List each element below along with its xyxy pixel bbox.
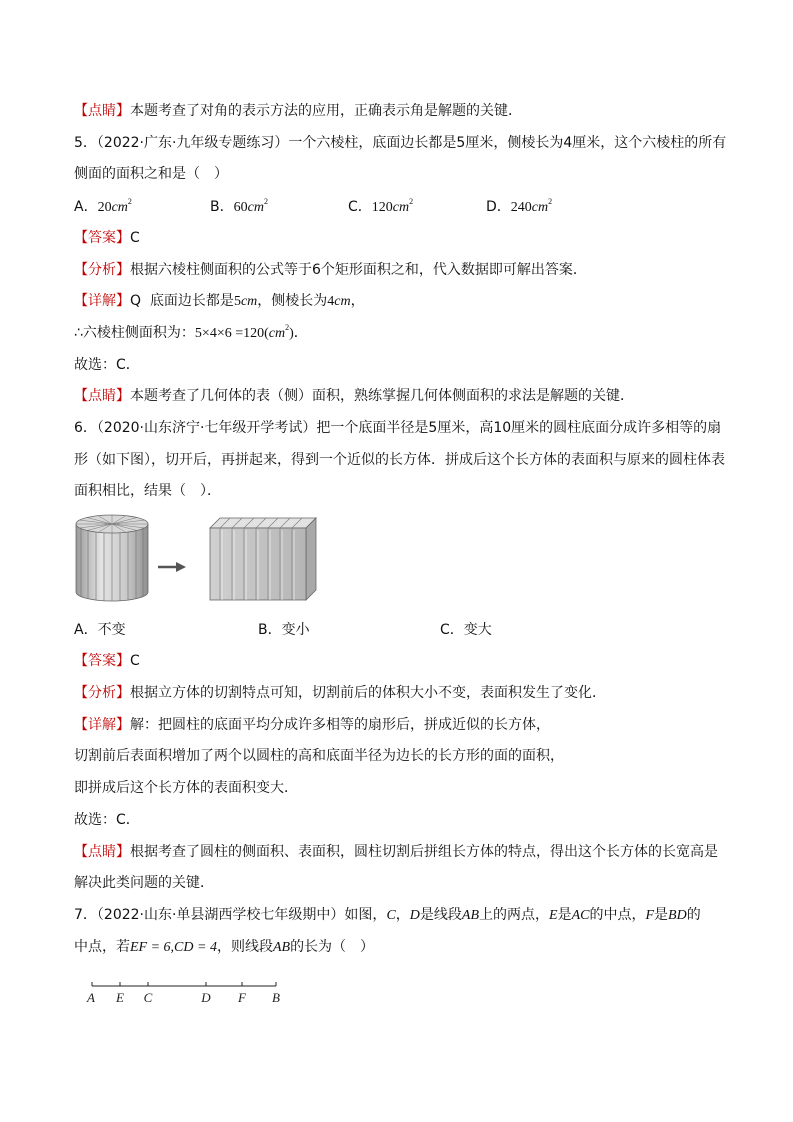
detail-tag: 【详解】 [74, 293, 130, 309]
cylinder-shape [76, 515, 148, 601]
q7-stem-line1: 7．（2022·山东·单县湖西学校七年级期中）如图，C，D是线段AB上的两点，E是AC的中点，F是BD的 [74, 907, 701, 923]
q5-analysis: 【分析】根据六棱柱侧面积的公式等于6个矩形面积之和，代入数据即可解出答案． [74, 262, 587, 278]
q6-comment-line2: 解决此类问题的关键． [74, 875, 214, 891]
point-label-d: D [201, 990, 211, 1005]
point-label-e: E [116, 990, 124, 1005]
q7-stem-line2: 中点，若EF = 6,CD = 4，则线段AB的长为（ ） [74, 939, 375, 955]
q6-choose: 故选：C． [74, 812, 140, 828]
q5-answer: 【答案】C [74, 230, 140, 246]
q6-stem-line3: 面积相比，结果（ ）． [74, 483, 221, 499]
q6-option-c: C．变大 [440, 622, 492, 638]
q5-option-c: C．$120cm^2$ [348, 197, 414, 215]
comment-tag: 【点睛】 [74, 103, 130, 119]
cuboid-shape [210, 518, 316, 600]
q5-comment: 【点睛】本题考查了几何体的表（侧）面积，熟练掌握几何体侧面积的求法是解题的关键． [74, 388, 634, 404]
point-label-b: B [272, 990, 280, 1005]
point-label-a: A [87, 990, 95, 1005]
point-label-c: C [143, 990, 153, 1005]
answer-tag: 【答案】 [74, 230, 130, 246]
q6-comment-line1: 【点睛】根据考查了圆柱的侧面积、表面积，圆柱切割后拼组长方体的特点，得出这个长方体的长宽高是 [74, 844, 718, 860]
arrow-icon [158, 562, 186, 572]
q6-detail-line1: 【详解】解：把圆柱的底面平均分成许多相等的扇形后，拼成近似的长方体， [74, 717, 550, 733]
point-label-f: F [238, 990, 246, 1005]
q6-answer: 【答案】C [74, 653, 140, 669]
q6-analysis: 【分析】根据立方体的切割特点可知，切割前后的体积大小不变，表面积发生了变化． [74, 685, 606, 701]
analysis-tag: 【分析】 [74, 262, 130, 278]
q6-stem-line2: 形（如下图），切开后，再拼起来，得到一个近似的长方体．拼成后这个长方体的表面积与原来的圆柱体表 [74, 452, 725, 468]
q5-detail: 【详解】Q 底面边长都是5cm，侧棱长为4cm， [74, 293, 365, 309]
q5-option-a: A．$20cm^2$ [74, 197, 132, 215]
q6-option-a: A．不变 [74, 622, 126, 638]
q5-stem-line1: 5．（2022·广东·九年级专题练习）一个六棱柱，底面边长都是5厘米，侧棱长为4厘米，这个六棱柱的所有 [74, 135, 727, 151]
q4-comment [74, 101, 522, 121]
q5-calc: ∴六棱柱侧面积为：$5\times 4\times 6 =120(cm^2)$． [74, 323, 308, 341]
q6-detail-line2: 切割前后表面积增加了两个以圆柱的高和底面半径为边长的长方形的面的面积， [74, 748, 564, 764]
q4-comment-text: 本题考查了对角的表示方法的应用，正确表示角是解题的关键． [130, 103, 522, 119]
q5-stem-line2: 侧面的面积之和是（ ） [74, 166, 228, 182]
q6-stem-line1: 6．（2020·山东济宁·七年级开学考试）把一个底面半径是5厘米，高10厘米的圆柱底面分成许多相等的扇 [74, 420, 722, 436]
q7-segment-figure [80, 980, 290, 1010]
q5-choose: 故选：C． [74, 357, 140, 373]
q6-figure [72, 514, 332, 606]
q6-option-b: B．变小 [258, 622, 310, 638]
q5-option-d: D．$240cm^2$ [486, 197, 553, 215]
q6-detail-line3: 即拼成后这个长方体的表面积变大． [74, 780, 298, 796]
q5-option-b: B．$60cm^2$ [210, 197, 268, 215]
